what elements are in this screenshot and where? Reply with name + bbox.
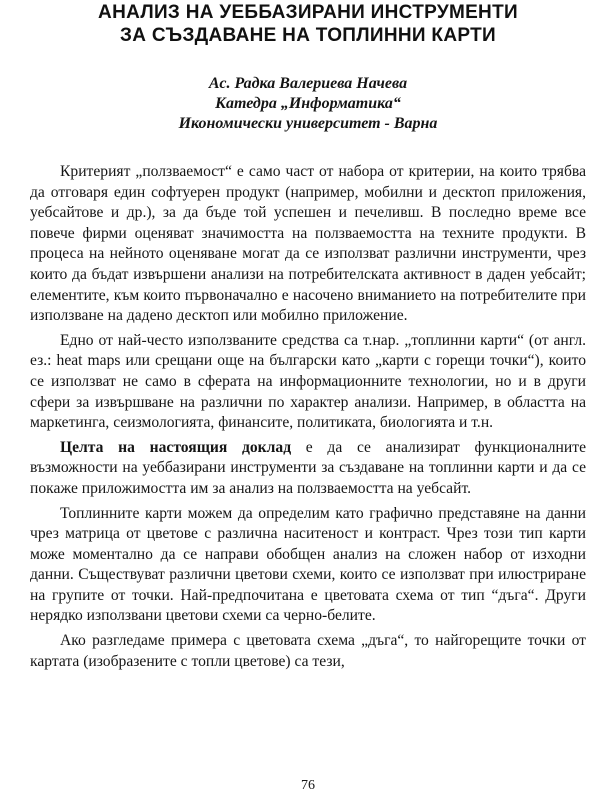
author-department: Катедра „Информатика“: [215, 95, 401, 112]
paragraph-2: Едно от най-често използваните средства са т.нар. „топлинни карти“ (от англ. ез.: heat maps или срещани още на български като „карти с горещи точки“), които се използват не само в сферата на информационните технологии, но и в други сфери за извършване на различни по характер анализи. Например, в областта на маркетинга, сеизмологията, финансите, политиката, биологията и т.н.: [30, 331, 586, 432]
author-university: Икономически университет - Варна: [178, 115, 438, 132]
paragraph-4: Топлинните карти можем да определим като графично представяне на данни чрез матрица от цветове с различна наситеност и контраст. Чрез този тип карти може моментално да се направи обобщен анализ на сложен набор от изходни данни. Съществуват различни цветови схеми, които се използват при илюстриране на групите от точки. Най-предпочитана е цветовата схема от тип “дъга“. Други нерядко използвани цветови схеми са черно-белите.: [30, 504, 586, 625]
paper-title: [30, 0, 586, 47]
paper-title-line-1: АНАЛИЗ НА УЕББАЗИРАНИ ИНСТРУМЕНТИ: [98, 2, 518, 23]
paragraph-3: [30, 438, 586, 500]
body-text: [30, 162, 586, 672]
paper-title-line-2: ЗА СЪЗДАВАНЕ НА ТОПЛИННИ КАРТИ: [120, 25, 496, 46]
paragraph-3-bold-lead: Целта на настоящия доклад: [60, 438, 292, 456]
author-block: [30, 74, 586, 134]
page-number: 76: [301, 778, 315, 793]
paragraph-3-text: е да се анализират функционалните възможности на уеббазирани инструменти за създаване на топлинни карти и да се покаже приложимостта им за анализ на ползваемостта на уебсайт.: [30, 438, 586, 497]
paragraph-5: Ако разгледаме примера с цветовата схема „дъга“, то найгорещите точки от картата (изобразените с топли цветове) са тези,: [30, 632, 586, 670]
author-name: Ас. Радка Валериева Начева: [208, 75, 408, 92]
document-page: [30, 0, 586, 800]
paragraph-1: Критерият „ползваемост“ е само част от набора от критерии, на които трябва да отговаря един софтуерен продукт (например, мобилни и десктоп приложения, уебсайтове и др.), за да бъде той успешен и печеливш. В последно време все повече фирми оценяват значимостта на ползваемостта на техните продукти. В процеса на нейното оценяване могат да се използват различни инструменти, чрез които да бъдат извършени анализи на потребителската активност в даден уебсайт; елементите, към които първоначално е насочено вниманието на потребителите при използване на дадено десктоп или мобилно приложение.: [30, 163, 586, 325]
